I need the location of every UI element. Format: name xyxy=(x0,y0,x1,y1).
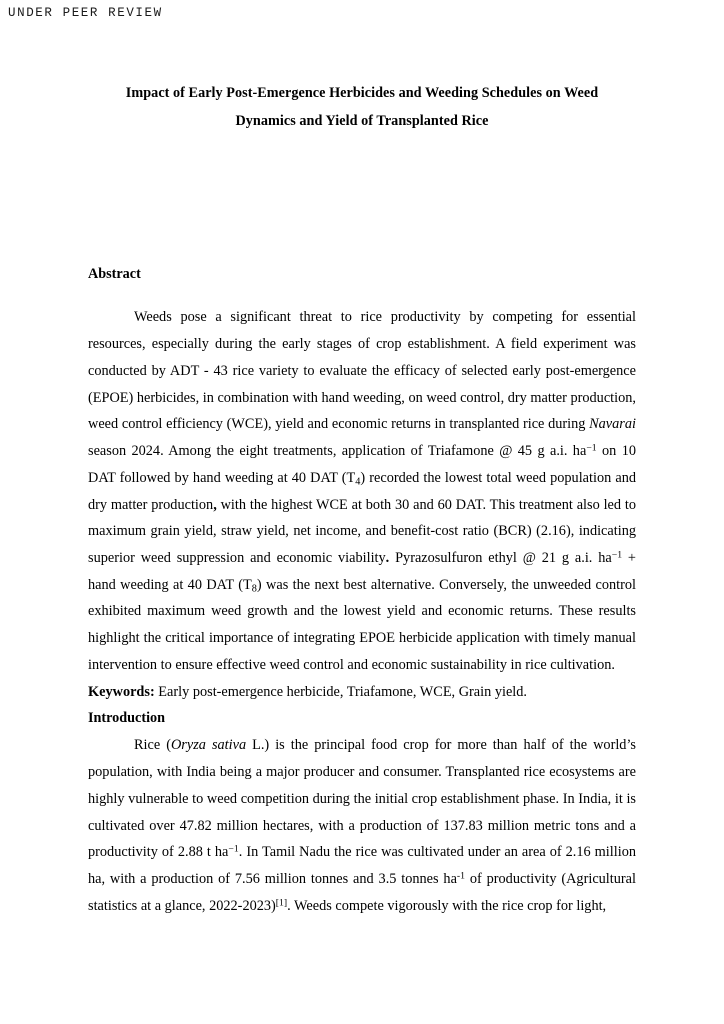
abstract-text-2: season 2024. Among the eight treatments, application of Triafamone @ 45 g a.i. ha xyxy=(88,443,587,460)
intro-text-4: of productivity (Agricultural statistics at a glance, 2022-2023) xyxy=(88,871,636,914)
abstract-heading: Abstract xyxy=(88,266,141,283)
intro-italic-species: Oryza sativa xyxy=(170,737,247,754)
introduction-heading: Introduction xyxy=(88,710,165,727)
peer-review-watermark: UNDER PEER REVIEW xyxy=(8,6,163,20)
keywords-line xyxy=(88,679,636,706)
introduction-paragraph xyxy=(88,732,636,919)
keywords-label: Keywords: xyxy=(88,683,155,700)
intro-text-3: . In Tamil Nadu the rice was cultivated under an area of 2.16 million ha, with a production of 7.56 million tonnes and 3.5 tonnes ha xyxy=(88,844,636,888)
abstract-italic-navarai: Navarai xyxy=(589,416,636,433)
intro-sup-1: −1 xyxy=(228,843,239,855)
abstract-text-7: + hand weeding at 40 DAT (T xyxy=(88,549,636,593)
paper-title: Impact of Early Post-Emergence Herbicides and Weeding Schedules on Weed Dynamics and Yield of Transplanted Rice xyxy=(125,85,599,129)
abstract-spacer xyxy=(88,288,636,304)
abstract-sub-1: 4 xyxy=(355,476,361,488)
abstract-text-1: Weeds pose a significant threat to rice productivity by competing for essential resources, especially during the early stages of crop establishment. A field experiment was conducted by ADT - 43 rice variety to evaluate the efficacy of selected early post-emergence (EPOE) herbicides, in combination with hand weeding, on weed control, dry matter production, weed control efficiency (WCE), yield and economic returns in transplanted rice during xyxy=(88,309,636,433)
intro-text-1: Rice ( xyxy=(134,737,171,754)
abstract-bold-2: . xyxy=(385,549,390,566)
abstract-paragraph xyxy=(88,304,636,678)
intro-citation: [1] xyxy=(275,897,288,909)
abstract-text-3: on 10 DAT followed by hand weeding at 40 DAT (T xyxy=(88,443,636,486)
intro-text-2: L.) is the principal food crop for more than half of the world’s population, with India being a major producer and consumer. Transplanted rice ecosystems are highly vulnerable to weed competition during the initial crop establishment phase. In India, it is cultivated over 47.82 million hectares, with a production of 137.83 million metric tons and a productivity of 2.88 t ha xyxy=(88,737,636,861)
page-content xyxy=(88,80,636,920)
abstract-text-4: ) recorded the lowest total weed population and dry matter production xyxy=(88,469,637,513)
abstract-sup-2: −1 xyxy=(611,549,623,561)
abstract-text-6: Pyrazosulfuron ethyl @ 21 g a.i. ha xyxy=(389,549,612,566)
abstract-sup-1: −1 xyxy=(586,442,597,454)
abstract-text-5: with the highest WCE at both 30 and 60 DAT. This treatment also led to maximum grain yield, straw yield, net income, and benefit-cost ratio (BCR) (2.16), indicating superior weed suppression and economic viability xyxy=(88,496,636,566)
intro-text-5: . Weeds compete vigorously with the rice crop for light, xyxy=(287,897,607,914)
abstract-text-8: ) was the next best alternative. Conversely, the unweeded control exhibited maximum weed growth and the lowest yield and economic returns. These results highlight the critical importance of integrating EPOE herbicide application with timely manual intervention to ensure effective weed control and economic sustainability in rice cultivation. xyxy=(88,576,636,673)
abstract-sub-2: 8 xyxy=(251,582,257,594)
abstract-bold-1: , xyxy=(213,496,217,513)
keywords-value: Early post-emergence herbicide, Triafamone, WCE, Grain yield. xyxy=(154,683,527,700)
title-spacer xyxy=(88,135,636,261)
intro-sup-2: -1 xyxy=(456,870,466,882)
